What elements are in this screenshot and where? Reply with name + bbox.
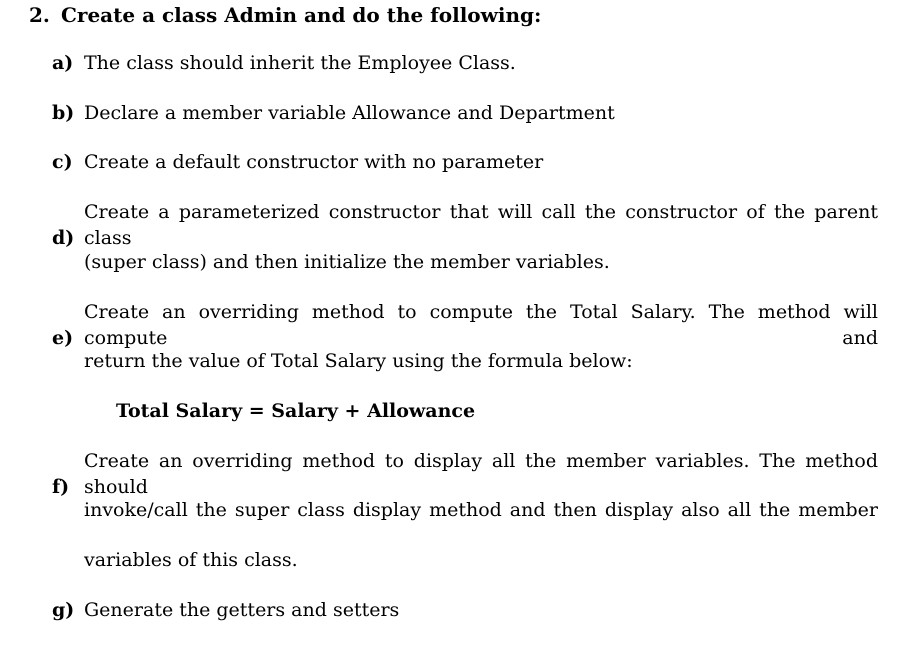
list-item-e (52, 299, 878, 351)
total-salary-formula: Total Salary = Salary + Allowance (116, 400, 476, 422)
item-text: The class should inherit the Employee Class. (84, 52, 516, 74)
item-text: Generate the getters and setters (84, 599, 400, 621)
list-item-f-continuation-2: variables of this class. (84, 549, 298, 571)
list-item-g (52, 597, 399, 623)
list-item-f (52, 448, 878, 500)
list-item-f-continuation: invoke/call the super class display method and then display also all the member (84, 499, 878, 521)
item-text: Create a default constructor with no parameter (84, 151, 544, 173)
question-heading (29, 2, 541, 28)
item-label: d) (52, 227, 75, 249)
list-item-b (52, 100, 615, 126)
list-item-c (52, 149, 543, 175)
item-label: e) (52, 327, 74, 349)
list-item-d-continuation: (super class) and then initialize the member variables. (84, 251, 610, 273)
item-label: g) (52, 599, 75, 621)
item-text: Create a parameterized constructor that will call the constructor of the parent class (84, 201, 878, 249)
item-text: Create an overriding method to compute the Total Salary. The method will compute and (84, 301, 878, 349)
item-label: b) (52, 102, 75, 124)
item-label: a) (52, 52, 74, 74)
item-label: c) (52, 151, 73, 173)
list-item-d (52, 199, 878, 251)
question-number: 2. (29, 3, 50, 27)
item-text: Create an overriding method to display all the member variables. The method should (84, 450, 878, 498)
item-text: Declare a member variable Allowance and Department (84, 102, 615, 124)
question-title: Create a class Admin and do the following: (61, 3, 542, 27)
list-item-a (52, 50, 516, 76)
item-label: f) (52, 476, 70, 498)
list-item-e-continuation: return the value of Total Salary using the formula below: (84, 350, 633, 372)
